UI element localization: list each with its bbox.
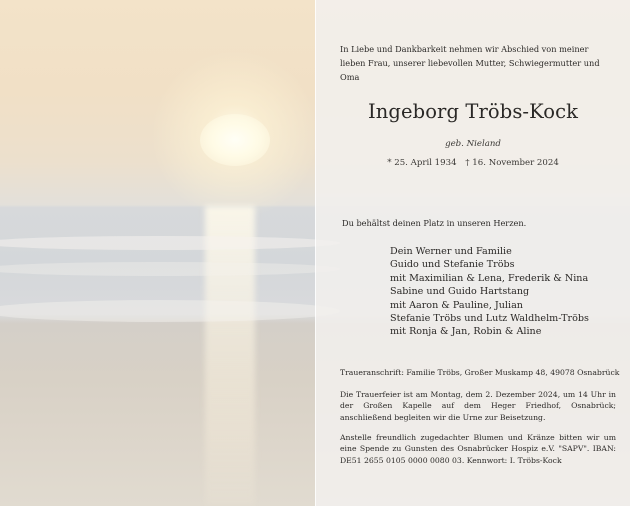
family-line: mit Ronja & Jan, Robin & Aline — [390, 326, 542, 338]
family-line: Guido und Stefanie Tröbs — [390, 259, 515, 271]
memorial-line: Du behältst deinen Platz in unseren Herzen. — [342, 218, 527, 228]
family-line: mit Aaron & Pauline, Julian — [390, 299, 523, 311]
mourning-address: Traueranschrift: Familie Tröbs, Großer Muskamp 48, 49078 Osnabrück — [340, 368, 620, 377]
death-date: † 16. November 2024 — [465, 158, 559, 168]
deceased-name: Ingeborg Tröbs-Kock — [367, 100, 579, 123]
fold-line — [315, 0, 316, 506]
donation-info: Anstelle freundlich zugedachter Blumen und Kränze bitten wir um eine Spende zu Gunsten des Osnabrücker Hospiz e.V. "SAPV". IBAN: DE51 2655 0105 0000 0080 03. Kennwort: I. Tröbs-Kock — [340, 433, 616, 465]
life-dates — [316, 158, 630, 168]
family-list — [390, 245, 589, 339]
sun-reflection — [205, 206, 255, 506]
wave-line — [0, 236, 340, 250]
family-line: Stefanie Tröbs und Lutz Waldhelm-Tröbs — [390, 313, 589, 325]
wave-line — [0, 262, 340, 276]
ceremony-info: Die Trauerfeier ist am Montag, dem 2. Dezember 2024, um 14 Uhr in der Großen Kapelle auf dem Heger Friedhof, Osnabrück; anschließend begleiten wir die Urne zur Beisetzung. — [340, 390, 616, 422]
birth-date: * 25. April 1934 — [387, 158, 457, 168]
sun — [200, 114, 270, 166]
wave-line — [0, 300, 340, 322]
family-line: Sabine und Guido Hartstang — [390, 286, 530, 298]
family-line: mit Maximilian & Lena, Frederik & Nina — [390, 272, 589, 284]
family-line: Dein Werner und Familie — [390, 246, 512, 257]
birth-name: geb. Nieland — [445, 139, 501, 149]
intro-text: In Liebe und Dankbarkeit nehmen wir Abschied von meiner lieben Frau, unserer liebevollen Mutter, Schwiegermutter und Oma — [340, 44, 600, 82]
